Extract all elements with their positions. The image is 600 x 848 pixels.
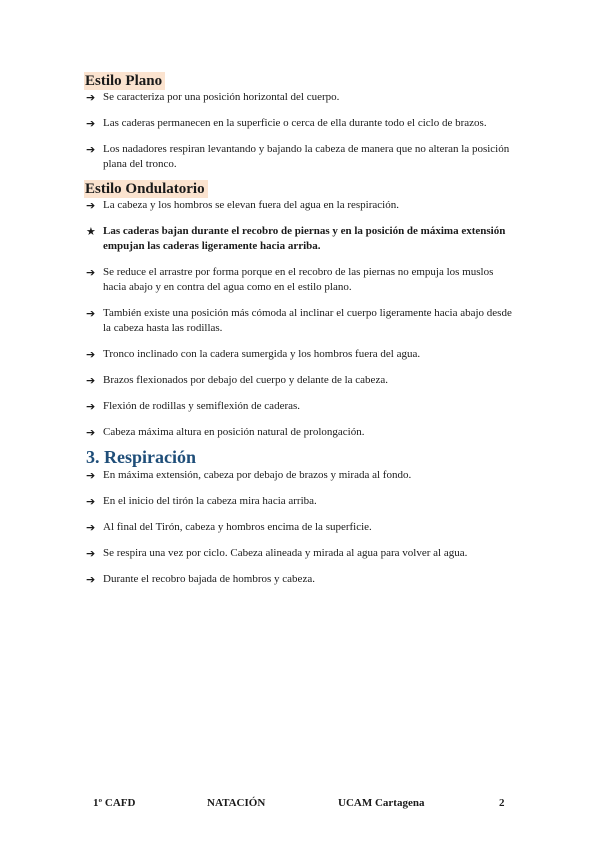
arrow-bullet-icon: ➔ (86, 266, 96, 279)
arrow-bullet-icon: ➔ (86, 307, 96, 320)
arrow-bullet-icon: ➔ (86, 199, 96, 212)
list-estilo-plano (86, 90, 516, 172)
arrow-bullet-icon: ➔ (86, 374, 96, 387)
footer-institution: UCAM Cartagena (338, 797, 425, 809)
arrow-bullet-icon: ➔ (86, 495, 96, 508)
list-item: ➔ Durante el recobro bajada de hombros y cabeza. (86, 573, 315, 586)
heading-estilo-ondulatorio: Estilo Ondulatorio (84, 180, 208, 198)
heading-respiracion: 3. Respiración (86, 447, 196, 467)
page-content (86, 72, 516, 587)
page-number: 2 (499, 797, 505, 809)
arrow-bullet-icon: ➔ (86, 400, 96, 413)
page-footer (0, 797, 600, 813)
arrow-bullet-icon: ➔ (86, 573, 96, 586)
arrow-bullet-icon: ➔ (86, 521, 96, 534)
list-respiracion (86, 468, 516, 587)
section-estilo-plano (86, 72, 516, 172)
footer-course: 1º CAFD (93, 797, 136, 809)
arrow-bullet-icon: ➔ (86, 547, 96, 560)
list-item: ➔ También existe una posición más cómoda al inclinar el cuerpo ligeramente hacia abajo desde la cabeza hasta las rodillas. (86, 307, 512, 334)
list-item-highlighted: ★ Las caderas bajan durante el recobro de piernas y en la posición de máxima extensión empujan las caderas ligeramente hacia arriba. (86, 225, 506, 252)
list-estilo-ondulatorio (86, 198, 516, 440)
arrow-bullet-icon: ➔ (86, 91, 96, 104)
list-item: ➔ Brazos flexionados por debajo del cuerpo y delante de la cabeza. (86, 374, 388, 387)
footer-subject: NATACIÓN (207, 797, 266, 809)
list-item: ➔ Al final del Tirón, cabeza y hombros encima de la superficie. (86, 521, 372, 534)
list-item: ➔ En máxima extensión, cabeza por debajo de brazos y mirada al fondo. (86, 469, 412, 482)
list-item: ➔ Se reduce el arrastre por forma porque en el recobro de las piernas no empuja los muslos hacia abajo y en contra del agua como en el estilo plano. (86, 266, 494, 293)
star-bullet-icon: ★ (86, 225, 96, 238)
list-item: ➔ Tronco inclinado con la cadera sumergida y los hombros fuera del agua. (86, 348, 421, 361)
section-estilo-ondulatorio (86, 180, 516, 440)
list-item: ➔ En el inicio del tirón la cabeza mira hacia arriba. (86, 495, 317, 508)
arrow-bullet-icon: ➔ (86, 426, 96, 439)
section-respiracion (86, 446, 516, 587)
list-item: ➔ Los nadadores respiran levantando y bajando la cabeza de manera que no alteran la posición plana del tronco. (86, 143, 510, 170)
heading-estilo-plano: Estilo Plano (84, 72, 165, 90)
list-item: ➔ Cabeza máxima altura en posición natural de prolongación. (86, 426, 365, 439)
arrow-bullet-icon: ➔ (86, 143, 96, 156)
arrow-bullet-icon: ➔ (86, 348, 96, 361)
list-item: ➔ Se respira una vez por ciclo. Cabeza alineada y mirada al agua para volver al agua. (86, 547, 468, 560)
list-item: ➔ La cabeza y los hombros se elevan fuera del agua en la respiración. (86, 199, 399, 212)
arrow-bullet-icon: ➔ (86, 117, 96, 130)
list-item: ➔ Flexión de rodillas y semiflexión de caderas. (86, 400, 301, 413)
list-item: ➔ Se caracteriza por una posición horizontal del cuerpo. (86, 91, 340, 104)
arrow-bullet-icon: ➔ (86, 469, 96, 482)
list-item: ➔ Las caderas permanecen en la superficie o cerca de ella durante todo el ciclo de brazos. (86, 117, 487, 130)
